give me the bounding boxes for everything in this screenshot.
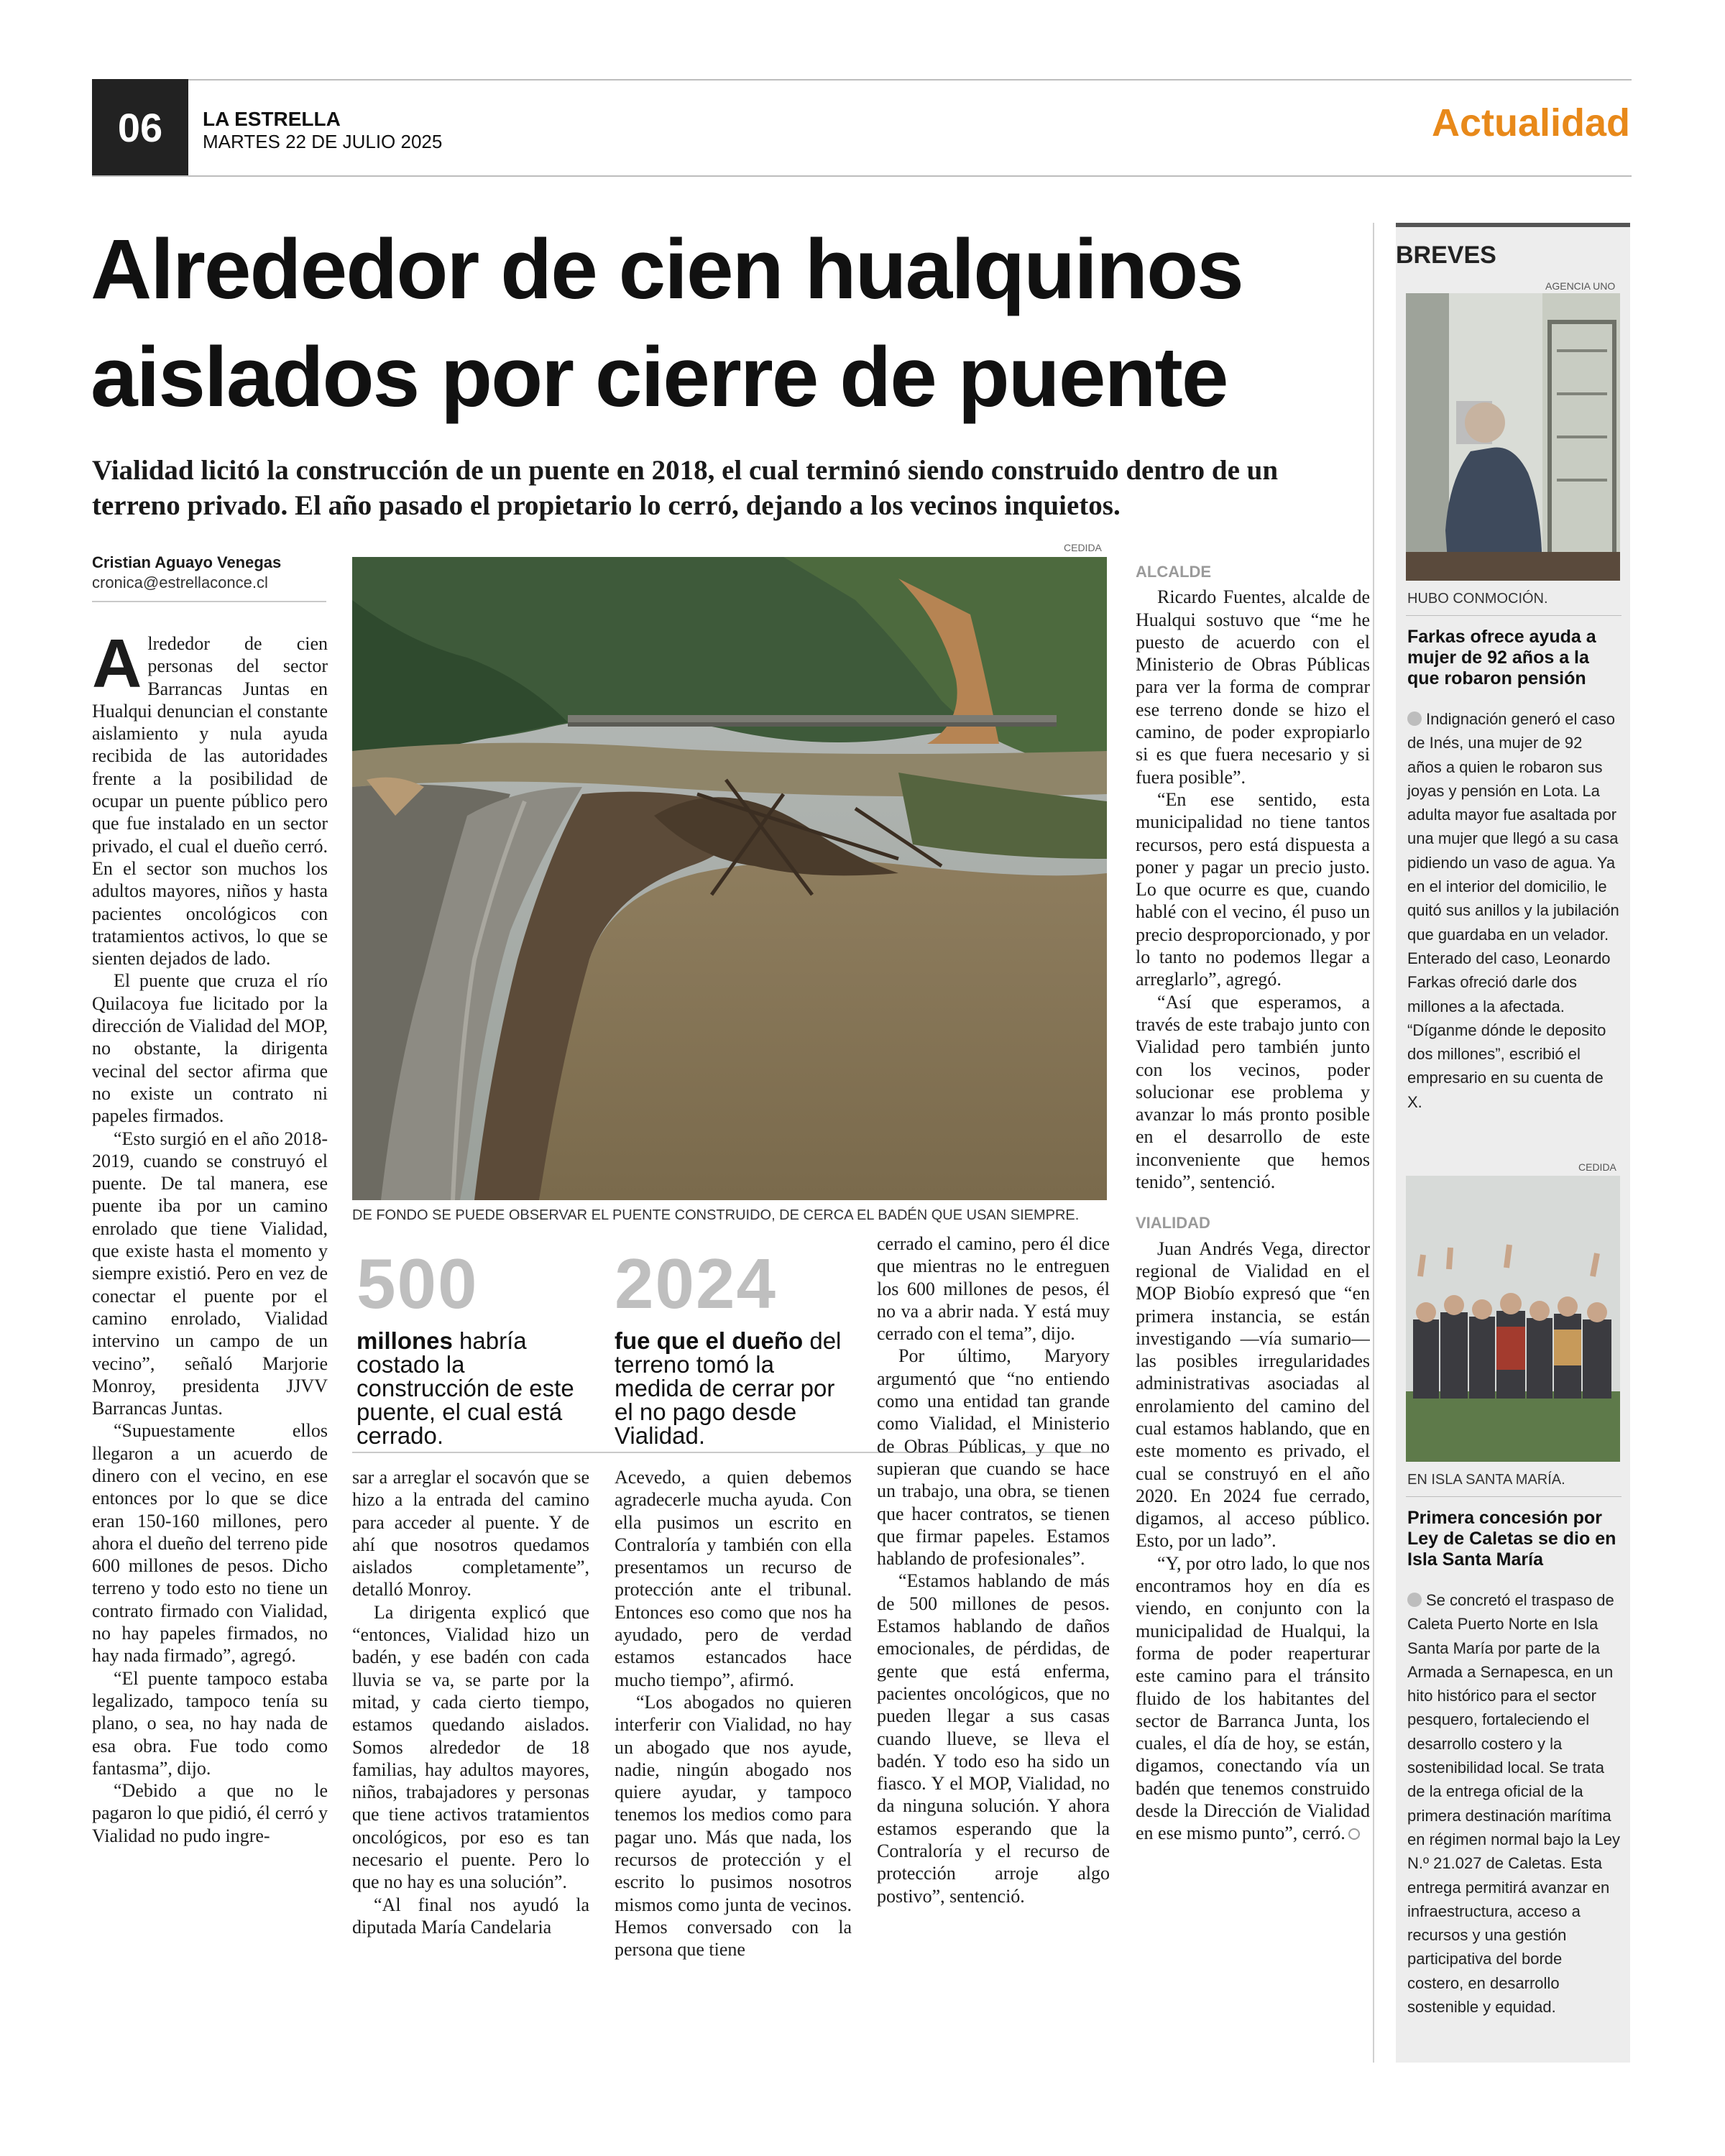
- headline: [91, 216, 1384, 431]
- article-photo: [352, 557, 1107, 1200]
- figure-text: [356, 1329, 586, 1447]
- figure-number: 2024: [615, 1244, 778, 1323]
- byline-rule: [92, 601, 326, 602]
- body-column-2: [352, 1466, 589, 2084]
- caption-rule: [1406, 1496, 1622, 1497]
- lead-paragraph: Vialidad licitó la construcción de un puente en 2018, el cual terminó siendo construido dentro de un terreno privado. El año pasado el propietario lo cerró, dejando a los vecinos inquietos.: [92, 455, 1279, 521]
- body-column-3: [615, 1466, 852, 2084]
- brief-title-2: Primera concesión por Ley de Caletas se dio en Isla Santa María: [1407, 1508, 1616, 1570]
- paragraph: La dirigenta explicó que “entonces, Vialidad hizo un badén, y ese badén con cada lluvia se va, se parte por la mitad, y cada cierto tiempo, estamos quedando aislados. Somos alrededor de 18 familias, hay adultos mayores, niños, trabajadores y personas que tiene activos tratamientos oncológicos, por eso es tan necesario el puente. Pero lo que no hay es una solución”.: [352, 1601, 589, 1893]
- paragraph: “Al final nos ayudó la diputada María Candelaria: [352, 1894, 589, 1938]
- caption-rule: [1406, 615, 1622, 616]
- figure-number: 500: [356, 1244, 479, 1323]
- body-column-1: [92, 632, 328, 2084]
- photo-credit: AGENCIA UNO: [1545, 280, 1616, 292]
- figure-text: [615, 1329, 852, 1447]
- photo-credit: CEDIDA: [1064, 542, 1102, 553]
- issue-date: MARTES 22 DE JULIO 2025: [203, 131, 443, 152]
- headline-line-1: Alrededor de cien hualquinos: [91, 222, 1243, 317]
- paragraph: Juan Andrés Vega, director regional de Vialidad en el MOP Biobío expresó que “en primera instancia, se están investigando —vía sumario— las posibles irregularidades administrativas asociadas al enrolamiento del camino del cual estamos hablando, que en este momento es privado, el cual se construyó en el año 2020. En 2024 fue cerrado, digamos, al acceso público. Esto, por un lado”.: [1136, 1238, 1370, 1552]
- figure-bold: fue que el dueño: [615, 1327, 804, 1354]
- brief-body-2: [1407, 1588, 1620, 2019]
- group-photo-illustration: [1406, 1176, 1620, 1462]
- drop-cap: A: [92, 632, 142, 702]
- figure-desc: del terreno tomó la medida de cerrar por el no pago desde Vialidad.: [615, 1327, 842, 1449]
- sidebar-title: [1396, 223, 1630, 273]
- bullet-icon: [1407, 711, 1422, 726]
- photo-caption: EN ISLA SANTA MARÍA.: [1407, 1472, 1565, 1488]
- photo-caption: DE FONDO SE PUEDE OBSERVAR EL PUENTE CONSTRUIDO, DE CERCA EL BADÉN QUE USAN SIEMPRE.: [352, 1207, 1080, 1223]
- paragraph: cerrado el camino, pero él dice que mientras no le entreguen los 600 millones de pesos, él no va a abrir nada. Y está muy cerrado con el tema”, dijo.: [877, 1233, 1110, 1345]
- paragraph: “Los abogados no quieren interferir con Vialidad, no hay un abogado que nos ayude, nadie, ningún abogado nos quiere ayudar, y tampoco tenemos los medios como para pagar uno. Más que nada, los recursos de protección y el escrito lo pusimos nosotros mismos como junta de vecinos. Hemos conversado con la persona que tiene: [615, 1691, 852, 1961]
- top-rule: [92, 79, 1632, 80]
- bullet-icon: [1407, 1593, 1422, 1607]
- section-name: Actualidad: [1431, 101, 1630, 144]
- river-photo-illustration: [352, 557, 1107, 1200]
- paragraph: lrededor de cien personas del sector Barrancas Juntas en Hualqui denuncian el constante aislamiento y nula ayuda recibida de las autoridades frente a la posibilidad de ocupar un puente público pero que fue instalado en un sector privado, el cual el dueño cerró. En el sector son muchos los adultos mayores, niños y hasta pacientes oncológicos con tratamientos activos, lo que se sienten dejados de lado.: [92, 633, 328, 969]
- page-number: 06: [92, 79, 188, 175]
- paragraph: “Debido a que no le pagaron lo que pidió, él cerró y Vialidad no pudo ingre-: [92, 1780, 328, 1846]
- newspaper-name: LA ESTRELLA: [203, 108, 341, 130]
- brief-photo-1: [1406, 293, 1620, 581]
- figure-desc: habría costado la construcción de este puente, el cual está cerrado.: [356, 1327, 574, 1449]
- paragraph: “Estamos hablando de más de 500 millones de pesos. Estamos hablando de daños emocionales, de pérdidas, de gente que está enferma, pacientes oncológicos, que no pueden llegar a sus casas cuando llueve, se lleva el badén. Y todo eso ha sido un fiasco. Y el MOP, Vialidad, no da ninguna solución. Y ahora estamos esperando que la Contraloría y el recurso de protección arroje algo postivo”, sentenció.: [877, 1570, 1110, 1907]
- photo-caption: HUBO CONMOCIÓN.: [1407, 591, 1548, 607]
- brief-photo-2: [1406, 1176, 1620, 1462]
- brief-text: Indignación generó el caso de Inés, una mujer de 92 años a quien le robaron sus joyas y pensión en Lota. La adulta mayor fue asaltada por una mujer que llegó a su casa pidiendo un vaso de agua. Ya en el interior del domicilio, le quitó sus anillos y la jubilación que guardaba en un velador. Enterado del caso, Leonardo Farkas ofreció darle dos millones a la afectada. “Díganme dónde le deposito dos millones”, escribió el empresario en su cuenta de X.: [1407, 710, 1619, 1111]
- paragraph: El puente que cruza el río Quilacoya fue licitado por la dirección de Vialidad del MOP, no obstante, la dirigenta vecinal del sector afirma que no existe un contrato ni papeles firmados.: [92, 970, 328, 1127]
- paragraph: “El puente tampoco estaba legalizado, tampoco tenía su plano, o sea, no hay nada de esa obra. Fue todo como fantasma”, dijo.: [92, 1667, 328, 1779]
- figure-bold: millones: [356, 1327, 453, 1354]
- author-name: Cristian Aguayo Venegas: [92, 553, 282, 571]
- sidebar-title-text: BREVES: [1396, 241, 1496, 269]
- paragraph: [1136, 1552, 1370, 1845]
- column-divider: [1373, 223, 1374, 2063]
- paragraph: Por último, Maryory argumentó que “no entiendo como una entidad tan grande como Vialidad, el Ministerio de Obras Públicas, y que no supieran que cuando se hace un trabajo, una obra, se tienen que hacer contratos, se tienen que firmar papeles. Estamos hablando de profesionales”.: [877, 1345, 1110, 1570]
- author-email[interactable]: cronica@estrellaconce.cl: [92, 573, 268, 591]
- figure-box-1: [356, 1243, 586, 1447]
- interior-photo-illustration: [1406, 293, 1620, 581]
- brief-title-1: Farkas ofrece ayuda a mujer de 92 años a la que robaron pensión: [1407, 627, 1596, 688]
- brief-text: Se concretó el traspaso de Caleta Puerto Norte en Isla Santa María por parte de la Armada a Sernapesca, en un hito histórico para el sector pesquero, fortaleciendo el desarrollo costero y la sostenibilidad local. Se trata de la entrega oficial de la primera destinación marítima en régimen normal bajo la Ley N.º 21.027 de Caletas. Esta entrega permitirá avanzar en infraestructura, acceso a recursos y una gestión participativa del borde costero, en desarrollo sostenible y equidad.: [1407, 1591, 1620, 2017]
- headline-line-2: aislados por cierre de puente: [91, 330, 1228, 425]
- subhead-vialidad: VIALIDAD: [1136, 1214, 1210, 1233]
- figure-box-2: [615, 1243, 852, 1447]
- closing-paragraph: “Y, por otro lado, lo que nos encontramos hoy en día es viendo, en conjunto con la municipalidad de Hualqui, la forma de poder reaperturar este camino para el tránsito fluido de los habitantes del sector de Barranca Junta, los cuales, el día de hoy, se están, digamos, conectando vía un badén que tenemos construido desde la Dirección de Vialidad en ese mismo punto”, cerró.: [1136, 1552, 1370, 1844]
- paragraph: “Supuestamente ellos llegaron a un acuerdo de dinero con el vecino, en ese entonces por lo que se dice eran 150-160 millones, pero ahora el dueño del terreno pide 600 millones de pesos. Dicho terreno y todo esto no tiene un contrato firmado con Vialidad, no hay papeles firmados, no hay nada firmado”, agregó.: [92, 1420, 328, 1667]
- body-column-4: [877, 1233, 1110, 2084]
- paragraph: “Así que esperamos, a través de este trabajo junto con Vialidad pero también junto con los vecinos, poder solucionar ese problema y avanzar lo más pronto posible en el desarrollo de este inconveniente que hemos tenido”, sentenció.: [1136, 991, 1370, 1193]
- paragraph: Ricardo Fuentes, alcalde de Hualqui sostuvo que “me he puesto de acuerdo con el Ministerio de Obras Públicas para ver la forma de comprar ese terreno donde se hizo el camino, de poder expropiarlo si es que fuera necesario y si fuera posible”.: [1136, 586, 1370, 788]
- paragraph: “En ese sentido, esta municipalidad no tiene tantos recursos, pero está dispuesta a poner y pagar un precio justo. Lo que ocurre es que, cuando hablé con el vecino, él puso un precio desproporcionado, y por lo tanto no podemos llegar a arreglarlo”, agregó.: [1136, 788, 1370, 990]
- paragraph: sar a arreglar el socavón que se hizo a la entrada del camino para acceder al puente. Y de ahí que nosotros quedamos aislados completamente”, detalló Monroy.: [352, 1467, 589, 1600]
- paragraph: “Esto surgió en el año 2018-2019, cuando se construyó el puente. De tal manera, ese puente iba por un camino enrolado que tiene Vialidad, que existe hasta el momento y siempre existió. Pero en vez de conectar el puente por el camino enrolado, Vialidad intervino un campo de un vecino”, señaló Marjorie Monroy, presidenta JJVV Barrancas Juntas.: [92, 1128, 328, 1419]
- end-mark-icon: [1348, 1828, 1360, 1840]
- paragraph: Acevedo, a quien debemos agradecerle mucha ayuda. Con ella pusimos un escrito en Contraloría y también con ella presentamos un recurso de protección ante el tribunal. Entonces eso como que nos ha ayudado, pero de verdad estamos estancados hace mucho tiempo”, afirmó.: [615, 1467, 852, 1690]
- photo-credit: CEDIDA: [1578, 1161, 1616, 1173]
- subhead-alcalde: ALCALDE: [1136, 563, 1212, 581]
- body-column-5: [1136, 561, 1370, 2084]
- brief-body-1: [1407, 707, 1620, 1114]
- header-rule: [92, 175, 1632, 177]
